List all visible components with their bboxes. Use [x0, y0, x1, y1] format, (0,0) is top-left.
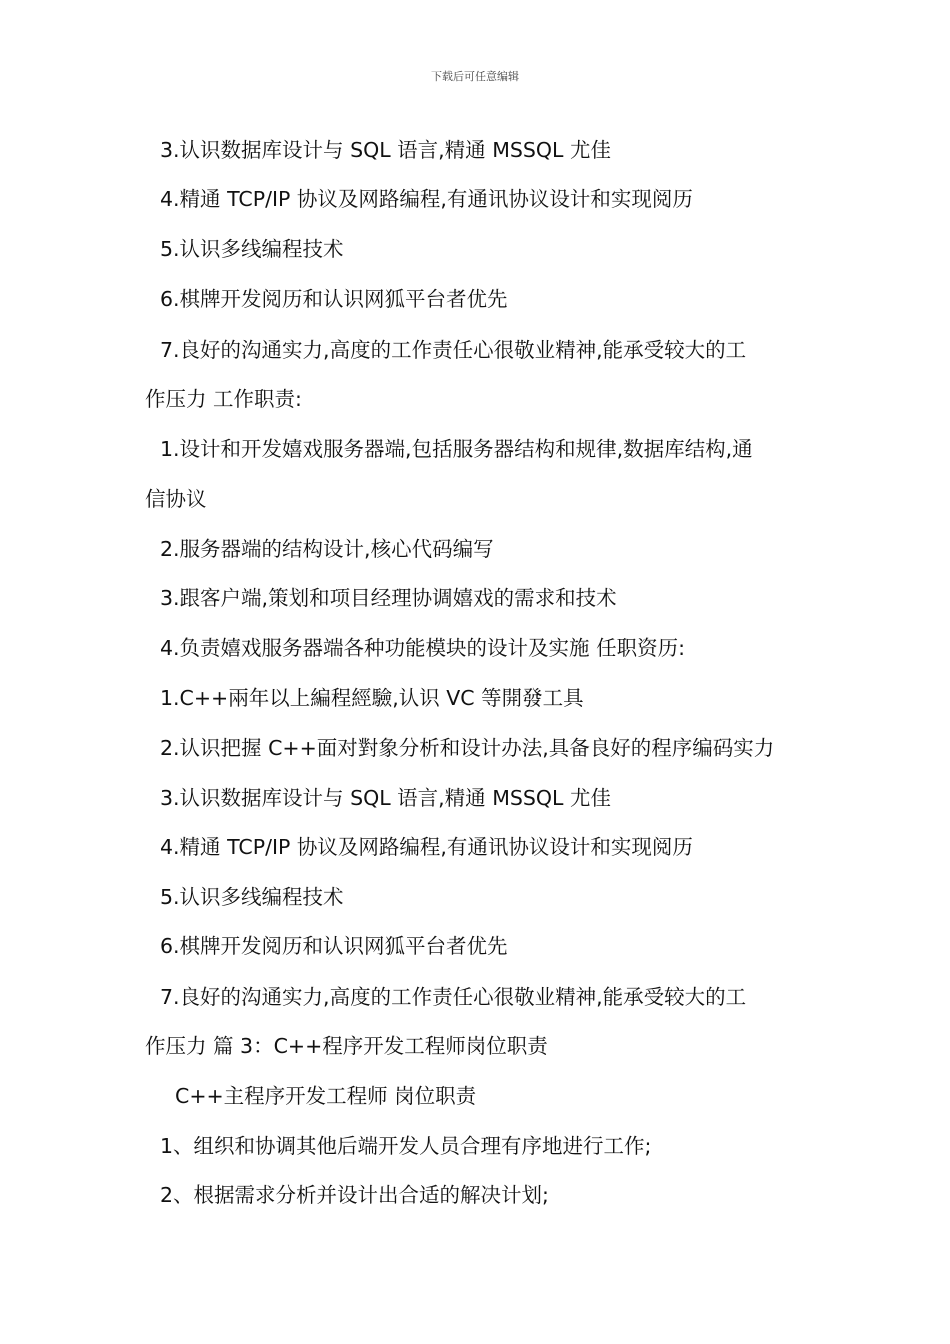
text-line: 5.认识多线编程技术: [160, 885, 344, 909]
text-line: 信协议: [145, 487, 207, 511]
text-line: 2、根据需求分析并设计出合适的解决计划;: [160, 1183, 549, 1207]
text-line: C++主程序开发工程师 岗位职责: [175, 1084, 477, 1108]
text-line: 作压力 篇 3：C++程序开发工程师岗位职责: [145, 1034, 548, 1058]
text-line: 3.认识数据库设计与 SQL 语言,精通 MSSQL 尤佳: [160, 786, 611, 810]
text-line: 7.良好的沟通实力,高度的工作责任心很敬业精神,能承受较大的工: [160, 985, 747, 1009]
text-line: 3.跟客户端,策划和项目经理协调嬉戏的需求和技术: [160, 586, 617, 610]
text-line: 4.精通 TCP/IP 协议及网路编程,有通讯协议设计和实现阅历: [160, 187, 693, 211]
text-line: 1.设计和开发嬉戏服务器端,包括服务器结构和规律,数据库结构,通: [160, 437, 753, 461]
text-line: 2.认识把握 C++面对對象分析和设计办法,具备良好的程序编码实力: [160, 736, 775, 760]
text-line: 3.认识数据库设计与 SQL 语言,精通 MSSQL 尤佳: [160, 138, 611, 162]
text-line: 1.C++兩年以上編程經驗,认识 VC 等開發工具: [160, 686, 584, 710]
text-line: 6.棋牌开发阅历和认识网狐平台者优先: [160, 287, 508, 311]
text-line: 7.良好的沟通实力,高度的工作责任心很敬业精神,能承受较大的工: [160, 338, 747, 362]
text-line: 6.棋牌开发阅历和认识网狐平台者优先: [160, 934, 508, 958]
text-line: 4.精通 TCP/IP 协议及网路编程,有通讯协议设计和实现阅历: [160, 835, 693, 859]
text-line: 4.负责嬉戏服务器端各种功能模块的设计及实施 任职资历:: [160, 636, 685, 660]
text-line: 5.认识多线编程技术: [160, 237, 344, 261]
page-header: 下载后可任意编辑: [431, 70, 519, 83]
text-line: 1、组织和协调其他后端开发人员合理有序地进行工作;: [160, 1134, 652, 1158]
text-line: 2.服务器端的结构设计,核心代码编写: [160, 537, 494, 561]
text-line: 作压力 工作职责:: [145, 387, 302, 411]
